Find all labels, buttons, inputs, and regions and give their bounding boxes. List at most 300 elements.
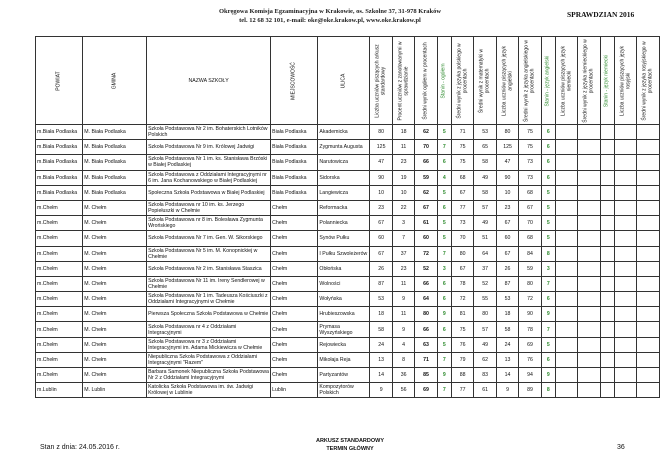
cell-value: 52 [415,261,437,276]
cell-empty [615,261,637,276]
cell-empty [637,261,660,276]
table-row [36,307,660,322]
table-row [36,383,660,398]
column-header [637,37,660,125]
cell-empty [600,383,614,398]
cell-empty [637,246,660,261]
cell-empty [600,140,614,155]
cell-powiat: m.Chełm [36,246,83,261]
cell-value: 18 [392,125,414,140]
cell-value: 6 [541,170,555,185]
cell-value: 4 [437,170,451,185]
cell-powiat: m.Chełm [36,276,83,291]
cell-value: 88 [451,368,473,383]
cell-empty [637,185,660,200]
cell-value: 53 [474,125,496,140]
cell-value: 11 [392,276,414,291]
cell-value: 90 [370,170,392,185]
cell-powiat: m.Chełm [36,352,83,367]
table-row [36,231,660,246]
column-header-label: Średni wynik z języka polskiego w procentach [456,42,468,119]
cell-value: 7 [437,140,451,155]
cell-empty [637,200,660,215]
cell-empty [578,337,600,352]
column-header-label: Średni wynik z języka rosyjskiego w procentach [641,40,654,121]
cell-empty [615,185,637,200]
header-institution: Okręgowa Komisja Egzaminacyjna w Krakowie, os. Szkolne 37, 31-978 Kraków [218,8,442,15]
cell-value: 83 [474,368,496,383]
cell-value: 58 [370,322,392,337]
cell-ulica: Rejowiecka [318,337,370,352]
cell-empty [578,276,600,291]
cell-value: 7 [437,352,451,367]
cell-value: 3 [392,216,414,231]
table-row [36,140,660,155]
cell-value: 53 [496,292,518,307]
cell-value: 6 [437,292,451,307]
cell-value: 78 [451,276,473,291]
cell-value: 81 [451,307,473,322]
cell-gmina: M. Chełm [83,307,147,322]
cell-value: 3 [437,261,451,276]
cell-value: 78 [519,322,541,337]
cell-value: 125 [370,140,392,155]
column-header [474,37,496,125]
cell-value: 3 [541,261,555,276]
cell-szkola: Szkoła Podstawowa Nr 1 im. Tadeusza Kościuszki z Oddziałami Integracyjnymi w Chełmie [147,292,271,307]
cell-szkola: Szkoła Podstawowa Nr 5 im. M. Konopnickiej w Chełmie [147,246,271,261]
cell-value: 9 [541,368,555,383]
cell-value: 11 [392,140,414,155]
cell-empty [615,170,637,185]
cell-value: 4 [392,337,414,352]
cell-empty [555,185,577,200]
header-contact: tel. 12 68 32 101, e-mail: oke@oke.krakow.pl, www.oke.krakow.pl [239,17,421,24]
cell-empty [637,231,660,246]
cell-ulica: Wolności [318,276,370,291]
cell-value: 7 [437,246,451,261]
cell-value: 8 [541,246,555,261]
column-header [615,37,637,125]
column-header [415,37,437,125]
cell-value: 56 [392,383,414,398]
footer-term: TERMIN GŁÓWNY [326,446,374,452]
results-table [35,36,660,398]
table-row [36,337,660,352]
cell-value: 85 [415,368,437,383]
cell-gmina: M. Chełm [83,368,147,383]
column-header-label: NAZWA SZKOŁY [188,77,229,84]
cell-value: 69 [519,337,541,352]
table-row [36,368,660,383]
cell-szkola: Barbara Samonek Niepubliczna Szkoła Podstawowa Nr 2 z Oddziałami Integracyjnymi [148,369,269,382]
header-exam-title: SPRAWDZIAN 2016 [567,10,635,19]
cell-gmina: M. Biała Podlaska [83,125,147,140]
cell-szkola: Katolicka Szkoła Podstawowa im. św. Jadwigi Królowej w Lublinie [147,383,271,398]
cell-value: 36 [392,368,414,383]
cell-value: 80 [496,125,518,140]
cell-empty [637,383,660,398]
cell-ulica: Narutowicza [318,155,370,170]
cell-szkola: Szkoła Podstawowa nr 10 im. ks. Jerzego Popiełuszki w Chełmie [147,200,271,215]
cell-powiat: m.Chełm [36,231,83,246]
cell-ulica: Mikołaja Reja [318,352,370,367]
cell-empty [578,140,600,155]
cell-value: 5 [437,216,451,231]
cell-empty [600,368,614,383]
cell-value: 62 [474,352,496,367]
cell-empty [578,322,600,337]
cell-value: 75 [451,140,473,155]
cell-miejsc: Biała Podlaska [271,185,318,200]
cell-value: 87 [496,276,518,291]
cell-value: 76 [519,352,541,367]
cell-empty [615,292,637,307]
cell-miejsc: Chełm [271,261,318,276]
column-header [451,37,473,125]
column-header-label: Średni wynik z języka angielskiego w procentach [523,39,536,122]
column-header [541,37,555,125]
column-header-label: Procent uczniów z zanotowanymi w sprawdzianie [397,41,409,120]
cell-empty [578,246,600,261]
cell-gmina: M. Chełm [83,216,147,231]
cell-value: 8 [541,383,555,398]
table-row [36,185,660,200]
cell-empty [578,170,600,185]
cell-szkola: Niepubliczna Szkoła Podstawowa z Oddziałami Integracyjnymi "Razem" [147,352,271,367]
cell-value: 10 [392,185,414,200]
column-header-label: ULICA [340,73,347,88]
column-header-label: Średni wynik z matematyki w procentach [478,48,491,113]
cell-value: 125 [496,140,518,155]
table-row [36,352,660,367]
cell-szkola: Szkoła Podstawowa nr 4 z Oddziałami Integracyjnymi [147,322,271,337]
cell-miejsc: Biała Podlaska [271,170,318,185]
cell-gmina: M. Chełm [83,261,147,276]
cell-powiat: m.Biała Podlaska [36,170,83,185]
cell-value: 61 [415,216,437,231]
cell-value: 58 [474,155,496,170]
cell-empty [578,231,600,246]
cell-value: 69 [415,383,437,398]
cell-value: 57 [474,322,496,337]
cell-value: 65 [474,140,496,155]
table-row [36,276,660,291]
cell-value: 7 [541,322,555,337]
cell-value: 6 [541,292,555,307]
cell-value: 9 [370,383,392,398]
cell-powiat: m.Chełm [36,322,83,337]
cell-empty [578,125,600,140]
cell-empty [615,140,637,155]
column-header-label: Średni wynik z języka niemieckiego w procentach [582,38,595,123]
column-header [147,37,271,125]
cell-empty [578,292,600,307]
cell-empty [600,200,614,215]
cell-empty [615,231,637,246]
cell-empty [555,322,577,337]
cell-value: 64 [474,246,496,261]
cell-empty [555,170,577,185]
cell-powiat: m.Biała Podlaska [36,140,83,155]
cell-miejsc: Chełm [271,276,318,291]
cell-ulica: Partyzantów [318,368,370,383]
cell-gmina: M. Biała Podlaska [83,140,147,155]
cell-value: 37 [474,261,496,276]
cell-value: 67 [496,246,518,261]
cell-value: 57 [474,200,496,215]
cell-ulica: I Pułku Szwoleżerów [318,246,370,261]
cell-miejsc: Biała Podlaska [271,155,318,170]
cell-value: 6 [437,322,451,337]
cell-empty [555,140,577,155]
cell-value: 67 [370,246,392,261]
table-row [36,200,660,215]
cell-empty [600,170,614,185]
cell-value: 47 [370,155,392,170]
cell-szkola: Szkoła Podstawowa z Oddziałami Integracyjnymi nr 6 im. Jana Kochanowskiego w Białej Podlaskiej [147,170,271,185]
cell-ulica: Synów Pułku [318,231,370,246]
table-row [36,216,660,231]
cell-value: 9 [541,307,555,322]
cell-value: 24 [496,337,518,352]
cell-empty [578,368,600,383]
cell-value: 13 [370,352,392,367]
cell-empty [555,276,577,291]
cell-value: 47 [496,155,518,170]
cell-empty [578,261,600,276]
cell-value: 6 [437,155,451,170]
column-header [600,37,614,125]
cell-value: 68 [451,170,473,185]
cell-value: 70 [519,216,541,231]
cell-empty [637,352,660,367]
cell-value: 80 [415,307,437,322]
cell-value: 75 [519,140,541,155]
cell-miejsc: Chełm [271,200,318,215]
column-header-label: Stanin - język niemiecki [603,54,610,107]
cell-value: 18 [496,307,518,322]
cell-miejsc: Chełm [271,352,318,367]
cell-value: 67 [451,261,473,276]
cell-empty [615,337,637,352]
cell-empty [637,276,660,291]
cell-value: 7 [392,231,414,246]
column-header-label: Stanin - język angielski [544,55,551,106]
column-header-label: Liczba uczniów piszących język rosyjski [619,45,631,116]
cell-gmina: M. Chełm [83,322,147,337]
column-header [83,37,147,125]
cell-empty [600,307,614,322]
cell-value: 87 [370,276,392,291]
cell-value: 80 [519,276,541,291]
cell-powiat: m.Chełm [36,368,83,383]
cell-value: 80 [370,125,392,140]
cell-szkola: Szkoła Podstawowa nr 3 z Oddziałami Integracyjnymi im. Adama Mickiewicza w Chełmie [147,337,271,352]
cell-value: 60 [496,231,518,246]
column-header-label: Liczba uczniów piszących język niemiecki [560,45,572,116]
table-body [36,125,660,398]
cell-value: 94 [519,368,541,383]
cell-value: 8 [392,352,414,367]
cell-empty [555,383,577,398]
cell-gmina: M. Chełm [83,246,147,261]
cell-value: 9 [392,322,414,337]
cell-value: 23 [392,155,414,170]
table-row [36,170,660,185]
cell-value: 18 [370,307,392,322]
cell-miejsc: Chełm [271,216,318,231]
column-header [271,37,318,125]
cell-value: 66 [415,276,437,291]
cell-value: 90 [519,307,541,322]
cell-value: 6 [541,352,555,367]
cell-value: 24 [370,337,392,352]
cell-value: 61 [474,383,496,398]
cell-empty [555,292,577,307]
cell-empty [555,261,577,276]
cell-empty [615,155,637,170]
cell-value: 5 [437,125,451,140]
cell-empty [600,276,614,291]
cell-value: 75 [451,322,473,337]
cell-miejsc: Lublin [271,383,318,398]
cell-empty [578,185,600,200]
cell-empty [600,337,614,352]
cell-value: 6 [541,140,555,155]
cell-empty [578,200,600,215]
cell-empty [637,292,660,307]
cell-value: 37 [392,246,414,261]
column-header [437,37,451,125]
cell-ulica: Prymasa Wyszyńskiego [318,322,370,337]
cell-powiat: m.Lublin [36,383,83,398]
cell-value: 72 [451,292,473,307]
cell-value: 6 [541,155,555,170]
cell-gmina: M. Chełm [83,276,147,291]
cell-value: 53 [370,292,392,307]
cell-value: 14 [370,368,392,383]
cell-szkola: Szkoła Podstawowa Nr 1 im. ks. Stanisława Brzóski w Białej Podlaskiej [147,155,271,170]
cell-value: 59 [519,261,541,276]
cell-powiat: m.Biała Podlaska [36,125,83,140]
cell-value: 7 [437,383,451,398]
cell-gmina: M. Chełm [83,337,147,352]
cell-value: 51 [474,231,496,246]
cell-value: 70 [415,140,437,155]
column-header [318,37,370,125]
cell-value: 5 [541,216,555,231]
cell-empty [637,155,660,170]
column-header [578,37,600,125]
cell-empty [600,231,614,246]
cell-empty [555,337,577,352]
cell-value: 5 [541,200,555,215]
page-number: 36 [617,444,625,451]
cell-miejsc: Chełm [271,307,318,322]
cell-empty [615,322,637,337]
cell-value: 71 [451,125,473,140]
cell-miejsc: Chełm [271,246,318,261]
column-header [519,37,541,125]
cell-empty [615,352,637,367]
cell-ulica: Zygmunta Augusta [318,140,370,155]
cell-szkola: Szkoła Podstawowa nr 8 im. Bolesława Zygmunta Wrońskiego [147,216,271,231]
cell-value: 60 [415,231,437,246]
cell-value: 60 [370,231,392,246]
cell-value: 11 [392,307,414,322]
cell-miejsc: Chełm [271,231,318,246]
cell-gmina: M. Chełm [83,292,147,307]
cell-value: 59 [415,170,437,185]
cell-value: 67 [496,216,518,231]
cell-value: 10 [496,185,518,200]
cell-value: 66 [415,322,437,337]
cell-value: 71 [415,352,437,367]
cell-empty [615,276,637,291]
cell-empty [600,261,614,276]
cell-empty [615,383,637,398]
column-header [555,37,577,125]
cell-empty [555,200,577,215]
cell-value: 64 [415,292,437,307]
cell-value: 9 [437,368,451,383]
cell-value: 26 [496,261,518,276]
table-row [36,246,660,261]
cell-value: 23 [370,200,392,215]
column-header [370,37,392,125]
cell-value: 77 [451,200,473,215]
cell-value: 67 [519,200,541,215]
cell-gmina: M. Biała Podlaska [83,185,147,200]
cell-value: 68 [519,231,541,246]
table-row [36,155,660,170]
cell-ulica: Wołyńska [318,292,370,307]
cell-value: 10 [370,185,392,200]
cell-value: 9 [496,383,518,398]
cell-value: 6 [437,200,451,215]
cell-empty [615,200,637,215]
cell-ulica: Polanniecka [318,216,370,231]
cell-empty [637,170,660,185]
table-header-row [36,37,660,125]
cell-value: 58 [496,322,518,337]
cell-value: 5 [541,185,555,200]
cell-ulica: Obłońska [318,261,370,276]
cell-powiat: m.Biała Podlaska [36,185,83,200]
cell-value: 55 [474,292,496,307]
cell-value: 9 [437,307,451,322]
cell-value: 9 [392,292,414,307]
cell-value: 5 [437,185,451,200]
cell-value: 13 [496,352,518,367]
cell-empty [615,216,637,231]
footer-sheet-type: ARKUSZ STANDARDOWY [315,438,385,444]
table-row [36,125,660,140]
column-header-label: Liczba uczniów piszących arkusz standardowy [374,43,387,118]
cell-value: 66 [415,155,437,170]
column-header-label: GMINA [110,72,117,89]
column-header [392,37,414,125]
column-header [496,37,518,125]
cell-value: 5 [437,337,451,352]
cell-value: 6 [541,125,555,140]
cell-powiat: m.Chełm [36,292,83,307]
cell-value: 23 [392,261,414,276]
cell-value: 75 [451,155,473,170]
cell-gmina: M. Chełm [83,200,147,215]
cell-value: 72 [415,246,437,261]
